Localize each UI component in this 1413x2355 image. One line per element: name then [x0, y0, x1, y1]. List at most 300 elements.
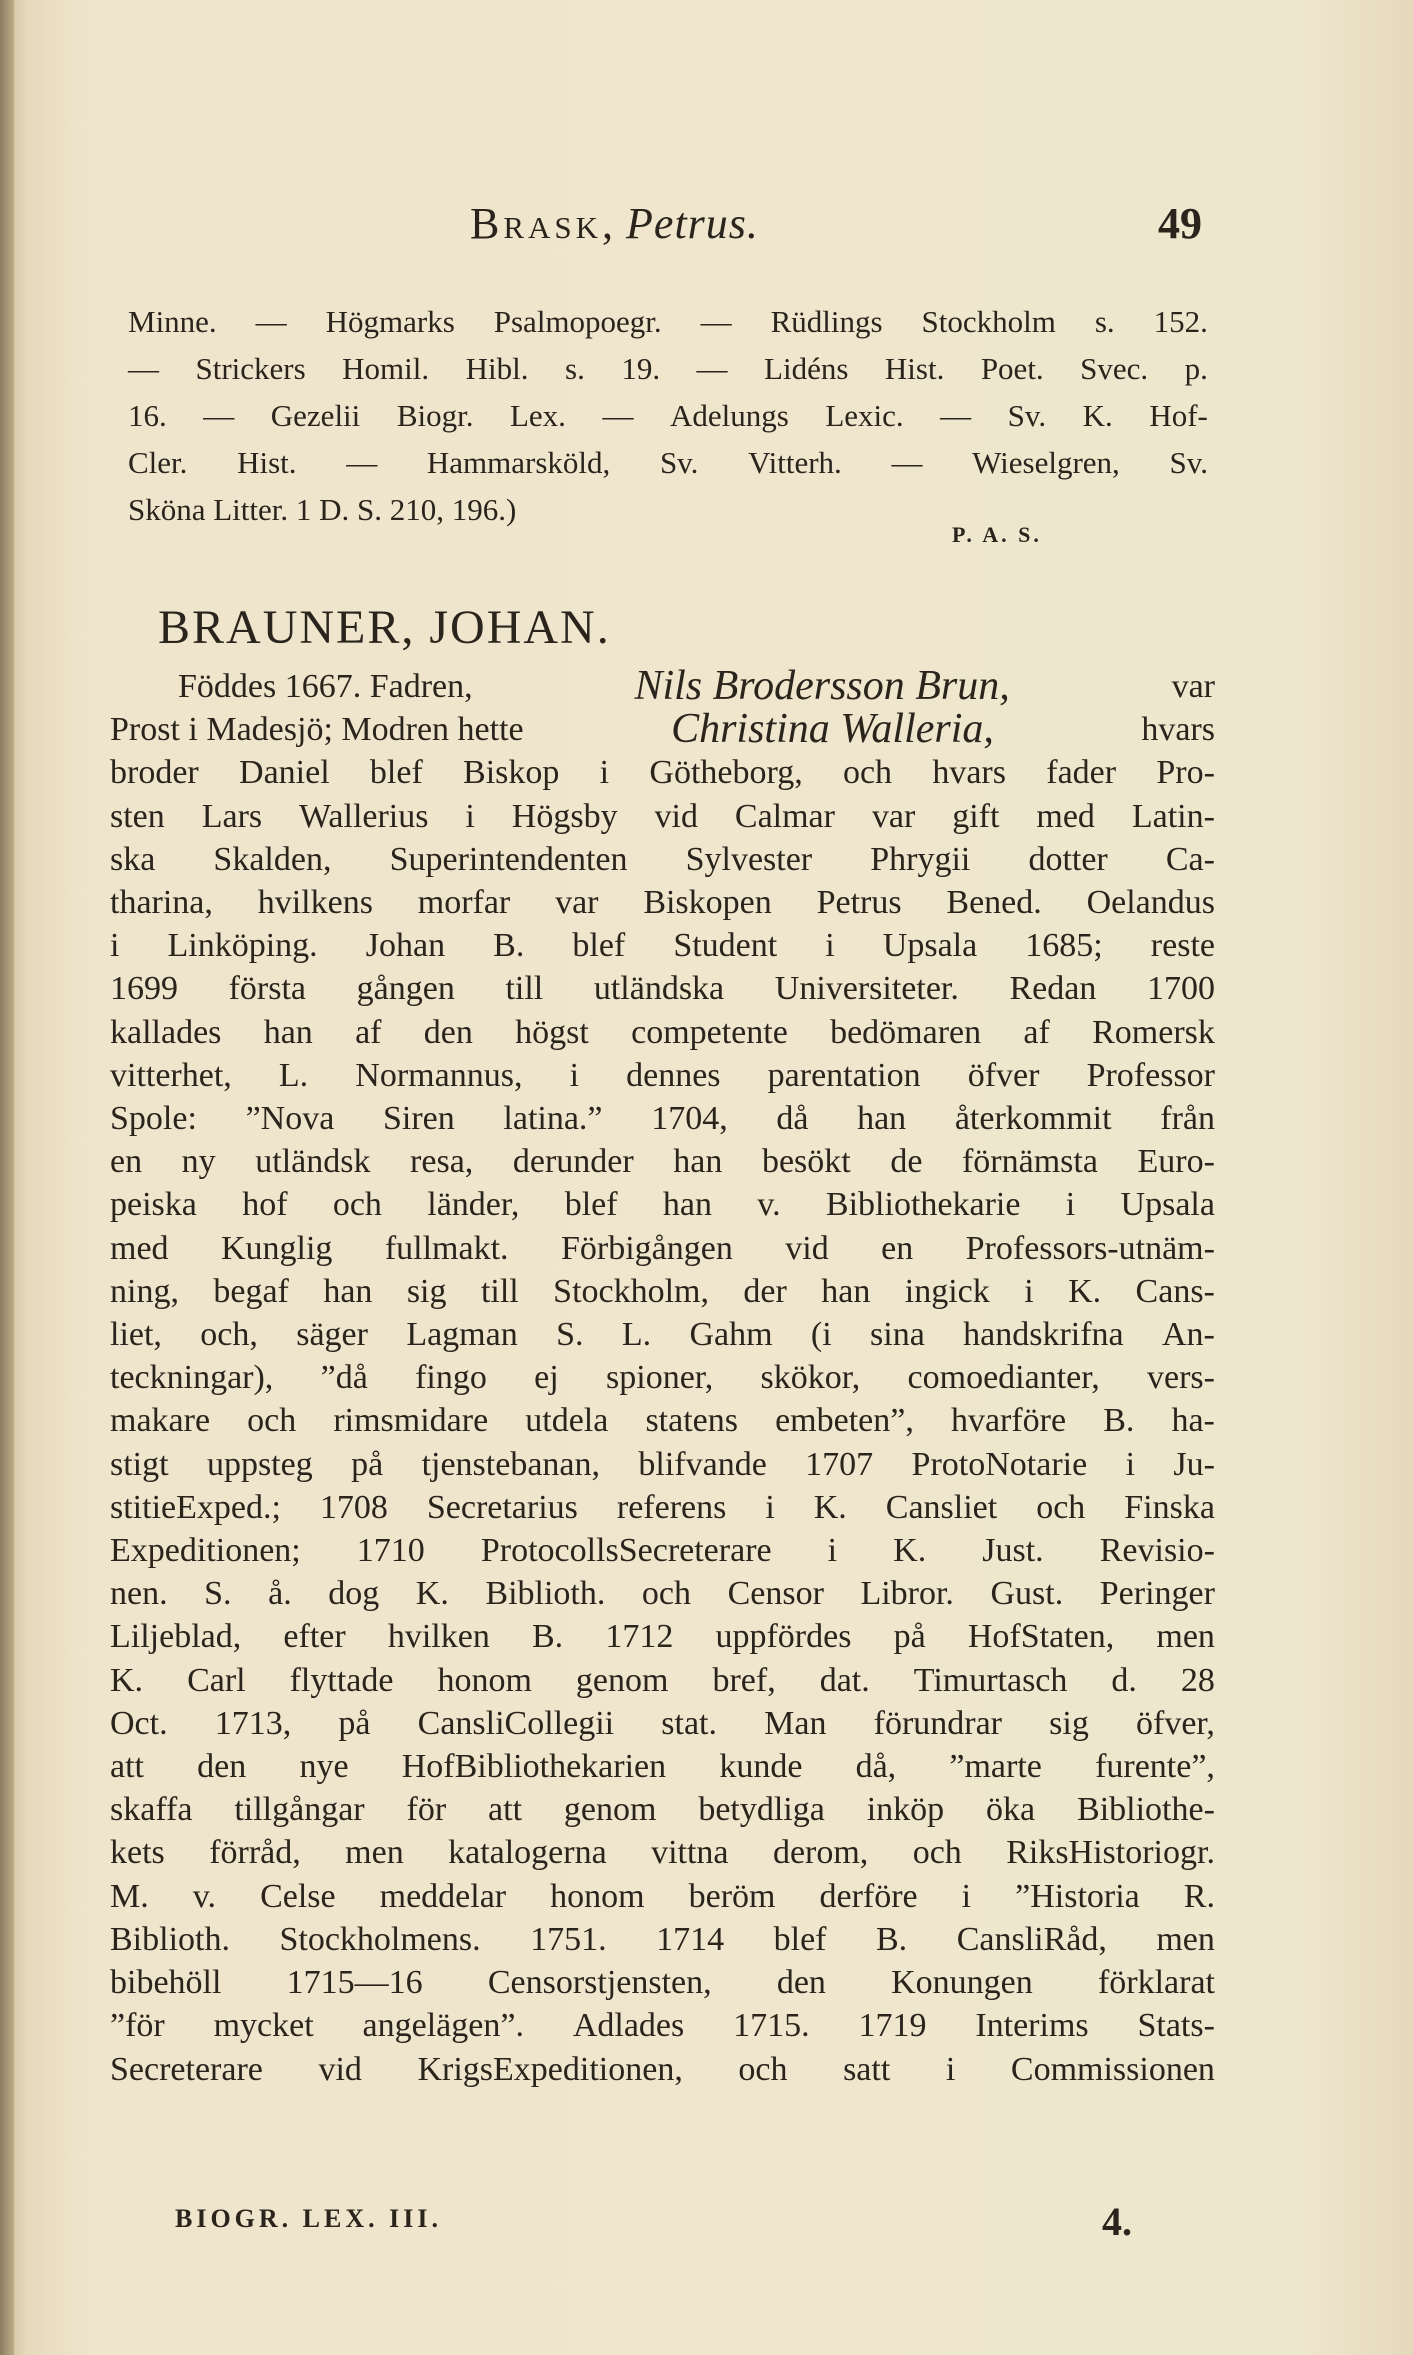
word: Cansliet — [885, 1488, 998, 1526]
word: R. — [1183, 1877, 1215, 1915]
word: Pro- — [1156, 754, 1215, 792]
word: — — [891, 445, 923, 480]
running-head — [0, 198, 1413, 258]
word: Universiteter. — [774, 970, 959, 1008]
word: comoedianter, — [907, 1359, 1100, 1397]
word: kallades — [110, 1013, 222, 1051]
article-line — [110, 967, 1215, 1010]
word: Sv. — [1169, 445, 1208, 480]
word: att — [488, 1791, 523, 1829]
word: ”för — [110, 2007, 165, 2045]
word: Lars — [201, 797, 263, 835]
word: den — [197, 1748, 247, 1786]
word: Phrygii — [870, 840, 971, 878]
word: Carl — [187, 1661, 246, 1699]
word: Lagman — [406, 1316, 518, 1354]
notes-line — [128, 298, 1208, 345]
word: Ca- — [1165, 840, 1215, 878]
word: KrigsExpeditionen, — [417, 2050, 683, 2088]
article-line — [110, 751, 1215, 794]
article-line — [110, 1011, 1215, 1054]
word: B. — [531, 1618, 564, 1656]
word: Poet. — [980, 351, 1044, 386]
word: för — [406, 1791, 447, 1829]
word: beröm — [688, 1877, 776, 1915]
word: Lex. — [509, 398, 566, 433]
word: vid — [318, 2050, 362, 2088]
word: Liljeblad, — [110, 1618, 242, 1656]
word: derom, — [772, 1834, 869, 1872]
article-line — [110, 795, 1215, 838]
word: Oelandus — [1086, 884, 1215, 922]
word: 16. — [128, 398, 167, 433]
word: 1700 — [1146, 970, 1215, 1008]
word: den — [776, 1964, 826, 2002]
word: uppsteg — [206, 1445, 313, 1483]
article-line — [110, 1399, 1215, 1442]
word: p. — [1184, 351, 1208, 386]
word: Stockholm, — [553, 1272, 709, 1310]
word: begaf — [213, 1272, 289, 1310]
word: Stockholm — [921, 304, 1056, 339]
word: mycket — [213, 2007, 314, 2045]
word: betydliga — [698, 1791, 825, 1829]
word: 1714 — [656, 1920, 725, 1958]
word: — — [128, 351, 159, 386]
word: Censorstjensten, — [487, 1964, 712, 2002]
word: v. — [192, 1877, 217, 1915]
word: 1707 — [805, 1445, 874, 1483]
article-line — [110, 1831, 1215, 1874]
word: CansliRåd, — [956, 1920, 1107, 1958]
word: — — [696, 351, 728, 386]
word: HofBibliothekarien — [401, 1748, 667, 1786]
word: i — [110, 927, 120, 965]
article-line — [110, 1356, 1215, 1399]
article-line — [110, 1702, 1215, 1745]
word: Psalmopoegr. — [493, 304, 662, 339]
article-line — [110, 1745, 1215, 1788]
article-text: Föddes 1667. Fadren, — [178, 668, 473, 705]
word: K. — [1068, 1272, 1102, 1310]
word: honom — [550, 1877, 645, 1915]
word: teckningar), — [110, 1359, 274, 1397]
word: hvilkens — [257, 884, 373, 922]
word: An- — [1162, 1316, 1215, 1354]
word: skaffa — [110, 1791, 193, 1829]
word: utländska — [593, 970, 725, 1008]
word: B. — [493, 927, 525, 965]
word: första — [228, 970, 307, 1008]
notes-line — [128, 392, 1208, 439]
word: Revisio- — [1099, 1532, 1215, 1570]
word: gången — [356, 970, 455, 1008]
word: Stats- — [1137, 2007, 1215, 2045]
word: i — [827, 1532, 838, 1570]
word: utdela — [525, 1402, 609, 1440]
word: Strickers — [195, 351, 306, 386]
word: S. — [556, 1316, 584, 1354]
word: dat. — [819, 1661, 870, 1699]
word: den — [423, 1013, 473, 1051]
word: 152. — [1153, 304, 1208, 339]
book-spine-shadow — [0, 0, 14, 2355]
word: CansliCollegii — [417, 1704, 615, 1742]
word: HofStaten, — [967, 1618, 1115, 1656]
word: Hist. — [237, 445, 297, 480]
word: Peringer — [1099, 1575, 1215, 1613]
sheet-number: 4. — [1102, 2199, 1132, 2244]
signature-mark: BIOGR. LEX. III. — [175, 2204, 442, 2233]
article-heading: BRAUNER, JOHAN. — [158, 601, 611, 654]
word: var — [871, 797, 916, 835]
word: en — [881, 1229, 914, 1267]
word: — — [940, 398, 972, 433]
running-title-forename: Petrus. — [626, 199, 759, 248]
word: Superintendenten — [389, 840, 628, 878]
word: i — [825, 927, 835, 965]
word: Bened. — [946, 884, 1042, 922]
word: bedömaren — [830, 1013, 982, 1051]
article-line — [110, 2004, 1215, 2047]
word: fullmakt. — [384, 1229, 509, 1267]
word: L. — [278, 1056, 309, 1094]
word: länder, — [427, 1186, 520, 1224]
word: Normannus, — [355, 1056, 523, 1094]
word: säger — [296, 1316, 368, 1354]
word: vitterhet, — [110, 1056, 232, 1094]
word: då, — [855, 1748, 897, 1786]
word: ”då — [320, 1359, 368, 1397]
word: Calmar — [734, 797, 835, 835]
word: högst — [515, 1013, 589, 1051]
word: dog — [328, 1575, 380, 1613]
word: K. — [893, 1532, 927, 1570]
word: dennes — [626, 1056, 721, 1094]
word: återkommit — [954, 1100, 1112, 1138]
word: 1704, — [651, 1100, 728, 1138]
previous-entry-notes — [128, 298, 1208, 533]
word: Högmarks — [325, 304, 455, 339]
article-text: Prost i Madesjö; Modren hette — [110, 711, 524, 749]
word: Rüdlings — [770, 304, 883, 339]
word: nye — [299, 1748, 349, 1786]
word: stat. — [661, 1704, 717, 1742]
word: Linköping. — [167, 927, 318, 965]
word: genom — [575, 1661, 669, 1699]
word: Finska — [1124, 1488, 1215, 1526]
word: med — [1036, 797, 1095, 835]
word: Götheborg, — [649, 754, 803, 792]
article-line — [110, 881, 1215, 924]
word: Sv. — [659, 445, 699, 480]
word: Bibliothekarie — [825, 1186, 1021, 1224]
word: Professors-utnäm- — [965, 1229, 1215, 1267]
word: ”Historia — [1015, 1877, 1140, 1915]
word: 1715—16 — [286, 1964, 423, 2002]
word: kets — [110, 1834, 165, 1872]
word: peiska — [110, 1186, 197, 1224]
word: B. — [876, 1920, 908, 1958]
word: Secreterare — [110, 2050, 263, 2088]
word: honom — [437, 1661, 532, 1699]
word: han — [673, 1143, 723, 1181]
word: i — [945, 2050, 956, 2088]
word: Förbigången — [560, 1229, 733, 1267]
article-text: var — [1171, 668, 1215, 705]
word: K. — [110, 1661, 144, 1699]
word: vittna — [651, 1834, 729, 1872]
word: Homil. — [342, 351, 430, 386]
article-line — [110, 1572, 1215, 1615]
word: K. — [415, 1575, 449, 1613]
running-title: Brask, Petrus. — [470, 199, 759, 248]
word: 1699 — [110, 970, 178, 1008]
article-line — [110, 708, 1215, 751]
word: liet, — [110, 1316, 162, 1354]
word: uppfördes — [715, 1618, 852, 1656]
word: Konungen — [891, 1964, 1033, 2002]
word: ny — [181, 1143, 216, 1181]
word: Lidéns — [764, 351, 849, 386]
word: förklarat — [1097, 1964, 1215, 2002]
word: och — [641, 1575, 692, 1613]
word: K. — [813, 1488, 847, 1526]
word: han — [821, 1272, 871, 1310]
word: parentation — [767, 1056, 921, 1094]
article-line — [110, 1961, 1215, 2004]
article-line — [110, 1097, 1215, 1140]
article-line — [110, 1486, 1215, 1529]
word: blifvande — [638, 1445, 767, 1483]
word: blef — [572, 927, 626, 965]
word: Oct. — [110, 1704, 168, 1742]
word: skökor, — [760, 1359, 861, 1397]
word: — — [203, 398, 235, 433]
word: men — [1156, 1920, 1215, 1958]
word: Euro- — [1137, 1143, 1215, 1181]
article-line — [110, 1054, 1215, 1097]
word: gift — [952, 797, 1000, 835]
word: Romersk — [1092, 1013, 1215, 1051]
word: de — [890, 1143, 923, 1181]
word: flyttade — [289, 1661, 394, 1699]
word: tharina, — [110, 884, 213, 922]
word: — — [700, 304, 732, 339]
word: ska — [110, 840, 156, 878]
word: Student — [673, 927, 778, 965]
word: hvars — [932, 754, 1006, 792]
word: Censor — [727, 1575, 824, 1613]
word: vid — [785, 1229, 829, 1267]
word: af — [1023, 1013, 1050, 1051]
article-line — [110, 1443, 1215, 1486]
word: Stockholmens. — [279, 1920, 481, 1958]
word: nen. — [110, 1575, 168, 1613]
word: och, — [200, 1316, 258, 1354]
word: 1751. — [530, 1920, 607, 1958]
word: på — [351, 1445, 384, 1483]
word: ingick — [904, 1272, 990, 1310]
word: af — [355, 1013, 382, 1051]
word: 1719 — [858, 2007, 927, 2045]
word: Spole: — [110, 1100, 197, 1138]
word: Wallerius — [299, 797, 429, 835]
notes-line — [128, 439, 1208, 486]
word: L. — [621, 1316, 652, 1354]
word: v. — [757, 1186, 781, 1224]
word: — — [346, 445, 378, 480]
word: i — [599, 754, 610, 792]
word: satt — [843, 2050, 891, 2088]
word: Man — [764, 1704, 827, 1742]
word: Redan — [1009, 970, 1097, 1008]
word: — — [602, 398, 634, 433]
word: hvarföre — [950, 1402, 1067, 1440]
article-line — [110, 1529, 1215, 1572]
word: bibehöll — [110, 1964, 222, 2002]
word: i — [1065, 1186, 1076, 1224]
word: förråd, — [209, 1834, 301, 1872]
word: ProtoNotarie — [911, 1445, 1088, 1483]
word: derunder — [512, 1143, 634, 1181]
word: Upsala — [882, 927, 978, 965]
word: competente — [631, 1013, 788, 1051]
word: 1710 — [356, 1532, 425, 1570]
word: i — [569, 1056, 580, 1094]
person-name: Christina Walleria, — [671, 706, 994, 753]
notes-line — [128, 345, 1208, 392]
word: s. — [565, 351, 585, 386]
word: men — [345, 1834, 404, 1872]
word: 19. — [621, 351, 661, 386]
word: Petrus — [816, 884, 902, 922]
article-text: hvars — [1141, 711, 1215, 749]
word: Skalden, — [213, 840, 332, 878]
word: Hof- — [1149, 398, 1208, 433]
word: var — [555, 884, 599, 922]
word: han — [323, 1272, 373, 1310]
word: han — [263, 1013, 313, 1051]
article-line — [110, 1918, 1215, 1961]
word: handskrifna — [963, 1316, 1124, 1354]
word: spioner, — [606, 1359, 714, 1397]
word: kunde — [719, 1748, 803, 1786]
word: Siren — [382, 1100, 455, 1138]
word: hof — [242, 1186, 288, 1224]
word: Celse — [260, 1877, 336, 1915]
word: från — [1160, 1100, 1215, 1138]
word: stigt — [110, 1445, 169, 1483]
word: meddelar — [379, 1877, 507, 1915]
word: embeten”, — [775, 1402, 914, 1440]
word: Hibl. — [465, 351, 529, 386]
word: der — [743, 1272, 787, 1310]
word: och — [1036, 1488, 1086, 1526]
word: Biblioth. — [110, 1920, 230, 1958]
word: katalogerna — [448, 1834, 607, 1872]
word: resa, — [410, 1143, 474, 1181]
word: besökt — [761, 1143, 851, 1181]
word: Vitterh. — [748, 445, 842, 480]
word: Hist. — [884, 351, 945, 386]
page-footer — [0, 2198, 1413, 2248]
word: broder — [110, 754, 199, 792]
word: M. — [110, 1877, 149, 1915]
word: Libror. — [860, 1575, 954, 1613]
word: tjenstebanan, — [421, 1445, 601, 1483]
word: Gezelii — [270, 398, 361, 433]
word: Upsala — [1120, 1186, 1215, 1224]
word: genom — [563, 1791, 657, 1829]
page-number: 49 — [1158, 199, 1202, 248]
word: öfver, — [1136, 1704, 1215, 1742]
word: RiksHistoriogr. — [1006, 1834, 1215, 1872]
word: Högsby — [511, 797, 618, 835]
word: på — [338, 1704, 371, 1742]
word: Cler. — [128, 445, 188, 480]
word: rimsmidare — [333, 1402, 489, 1440]
word: vid — [654, 797, 698, 835]
word: men — [1156, 1618, 1215, 1656]
word: statens — [645, 1402, 738, 1440]
word: 1715. — [733, 2007, 810, 2045]
word: efter — [283, 1618, 346, 1656]
word: fingo — [415, 1359, 487, 1397]
word: (i — [810, 1316, 832, 1354]
article-line — [110, 1183, 1215, 1226]
article-line — [110, 1788, 1215, 1831]
word: sina — [870, 1316, 925, 1354]
word: med — [110, 1229, 169, 1267]
word: Adelungs — [669, 398, 789, 433]
word: ning, — [110, 1272, 179, 1310]
word: Biskopen — [643, 884, 772, 922]
word: ProtocollsSecreterare — [480, 1532, 772, 1570]
previous-entry-signature: P. A. S. — [952, 522, 1042, 547]
running-title-surname: Brask — [470, 199, 603, 248]
word: referens — [616, 1488, 727, 1526]
word: 1685; — [1025, 927, 1103, 965]
word: S. — [204, 1575, 232, 1613]
word: och — [842, 754, 893, 792]
word: bref, — [712, 1661, 776, 1699]
word: blef — [369, 754, 423, 792]
word: Sylvester — [685, 840, 813, 878]
word: Ju- — [1173, 1445, 1215, 1483]
word: sig — [406, 1272, 447, 1310]
word: hvilken — [387, 1618, 490, 1656]
word: och — [247, 1402, 297, 1440]
word: 28 — [1180, 1661, 1215, 1699]
word: angelägen”. — [362, 2007, 524, 2045]
word: Gahm — [689, 1316, 773, 1354]
word: ej — [534, 1359, 559, 1397]
article-line — [110, 1659, 1215, 1702]
word: inköp — [866, 1791, 945, 1829]
article-line — [110, 665, 1215, 708]
word: förnämsta — [961, 1143, 1098, 1181]
word: Expeditionen; — [110, 1532, 301, 1570]
word: vers- — [1147, 1359, 1215, 1397]
notes-line: Sköna Litter. 1 D. S. 210, 196.) — [128, 492, 517, 527]
word: till — [505, 970, 544, 1008]
article-line — [110, 838, 1215, 881]
word: Biblioth. — [485, 1575, 606, 1613]
word: s. — [1094, 304, 1115, 339]
word: 1713, — [214, 1704, 292, 1742]
article-lines — [110, 751, 1215, 2090]
